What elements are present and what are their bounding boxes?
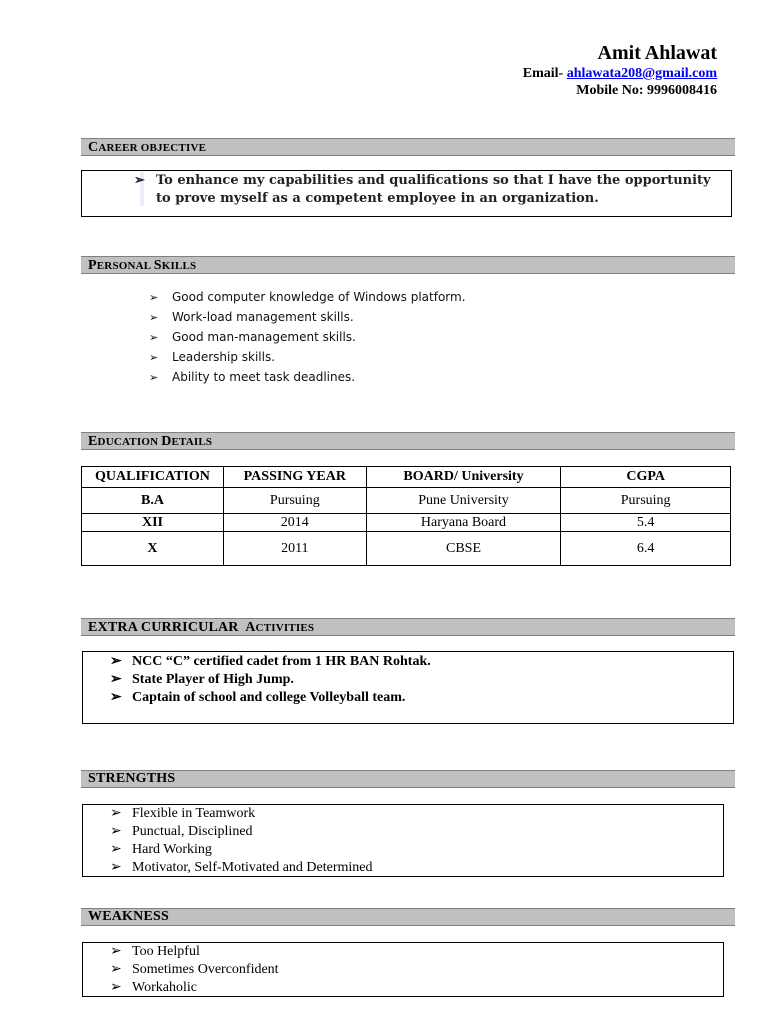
list-item: ➢ Good man-management skills.	[149, 330, 356, 344]
list-item: ➢ State Player of High Jump.	[110, 672, 294, 687]
list-item: ➢ Punctual, Disciplined	[110, 824, 253, 839]
list-item: ➢ Ability to meet task deadlines.	[149, 370, 356, 384]
list-item: ➢ Flexible in Teamwork	[110, 806, 256, 821]
table-cell: 6.4	[561, 532, 731, 566]
career-objective-heading: CAREER OBJECTIVE	[81, 138, 735, 156]
email-line	[523, 66, 717, 82]
career-objective-text: To enhance my capabilities and qualifications so that I have the opportunity to prove myself as a competent employee in an organization.	[156, 173, 711, 206]
table-header-row	[82, 467, 731, 488]
bullet-arrow-icon: ➢	[110, 824, 122, 839]
resume-name: Amit Ahlawat	[597, 42, 717, 64]
extra-curricular-box	[82, 651, 734, 724]
weakness-box	[82, 942, 724, 997]
table-cell: X	[82, 532, 224, 566]
list-item: ➢ Leadership skills.	[149, 350, 276, 364]
bullet-arrow-icon: ➢	[110, 654, 122, 669]
bullet-arrow-icon: ➢	[110, 944, 122, 959]
strengths-heading: STRENGTHS	[81, 770, 735, 788]
list-item: ➢ Hard Working	[110, 842, 212, 857]
career-objective-item	[134, 172, 728, 208]
table-cell: Pune University	[366, 488, 561, 514]
list-item: ➢ Workaholic	[110, 980, 197, 995]
bullet-arrow-icon: ➢	[110, 672, 122, 687]
list-item: ➢ Too Helpful	[110, 944, 200, 959]
extra-curricular-list	[110, 653, 431, 707]
table-row	[82, 532, 731, 566]
personal-skills-heading: PERSONAL SKILLS	[81, 256, 735, 274]
column-header: PASSING YEAR	[223, 467, 366, 488]
table-cell: 5.4	[561, 514, 731, 532]
extra-curricular-heading: EXTRA CURRICULAR ACTIVITIES	[81, 618, 735, 636]
table-cell: 2014	[223, 514, 366, 532]
bullet-arrow-icon: ➢	[149, 371, 159, 384]
bullet-arrow-icon: ➢	[149, 291, 159, 304]
table-cell: Pursuing	[561, 488, 731, 514]
table-cell: CBSE	[366, 532, 561, 566]
email-link[interactable]: ahlawata208@gmail.com	[566, 66, 717, 81]
table-cell: B.A	[82, 488, 224, 514]
bullet-arrow-icon: ➢	[149, 331, 159, 344]
table-row	[82, 488, 731, 514]
list-item: ➢ Work-load management skills.	[149, 310, 354, 324]
table-cell: 2011	[223, 532, 366, 566]
career-objective-box	[81, 170, 732, 217]
weakness-list	[110, 943, 279, 997]
email-label: Email-	[522, 66, 567, 81]
education-table	[81, 466, 731, 566]
bullet-arrow-icon: ➢	[110, 806, 122, 821]
bullet-arrow-icon: ➢	[134, 173, 145, 188]
list-item: ➢ Good computer knowledge of Windows platform.	[149, 290, 466, 304]
bullet-arrow-icon: ➢	[110, 962, 122, 977]
table-row	[82, 514, 731, 532]
column-header: QUALIFICATION	[82, 467, 224, 488]
weakness-heading: WEAKNESS	[81, 908, 735, 926]
bullet-arrow-icon: ➢	[110, 842, 122, 857]
bullet-arrow-icon: ➢	[110, 860, 122, 875]
list-item: ➢ Sometimes Overconfident	[110, 962, 279, 977]
column-header: CGPA	[561, 467, 731, 488]
strengths-list	[110, 805, 373, 877]
column-header: BOARD/ University	[366, 467, 561, 488]
bullet-arrow-icon: ➢	[149, 351, 159, 364]
mobile-number: Mobile No: 9996008416	[576, 83, 717, 98]
education-details-heading: EDUCATION DETAILS	[81, 432, 735, 450]
table-cell: Pursuing	[223, 488, 366, 514]
table-cell: Haryana Board	[366, 514, 561, 532]
list-item: ➢ Motivator, Self-Motivated and Determined	[110, 860, 373, 875]
table-cell: XII	[82, 514, 224, 532]
bullet-arrow-icon: ➢	[110, 690, 122, 705]
list-item: ➢ Captain of school and college Volleyball team.	[110, 690, 406, 705]
list-item: ➢ NCC “C” certified cadet from 1 HR BAN Rohtak.	[110, 654, 431, 669]
strengths-box	[82, 804, 724, 877]
bullet-arrow-icon: ➢	[110, 980, 122, 995]
bullet-arrow-icon: ➢	[149, 311, 159, 324]
